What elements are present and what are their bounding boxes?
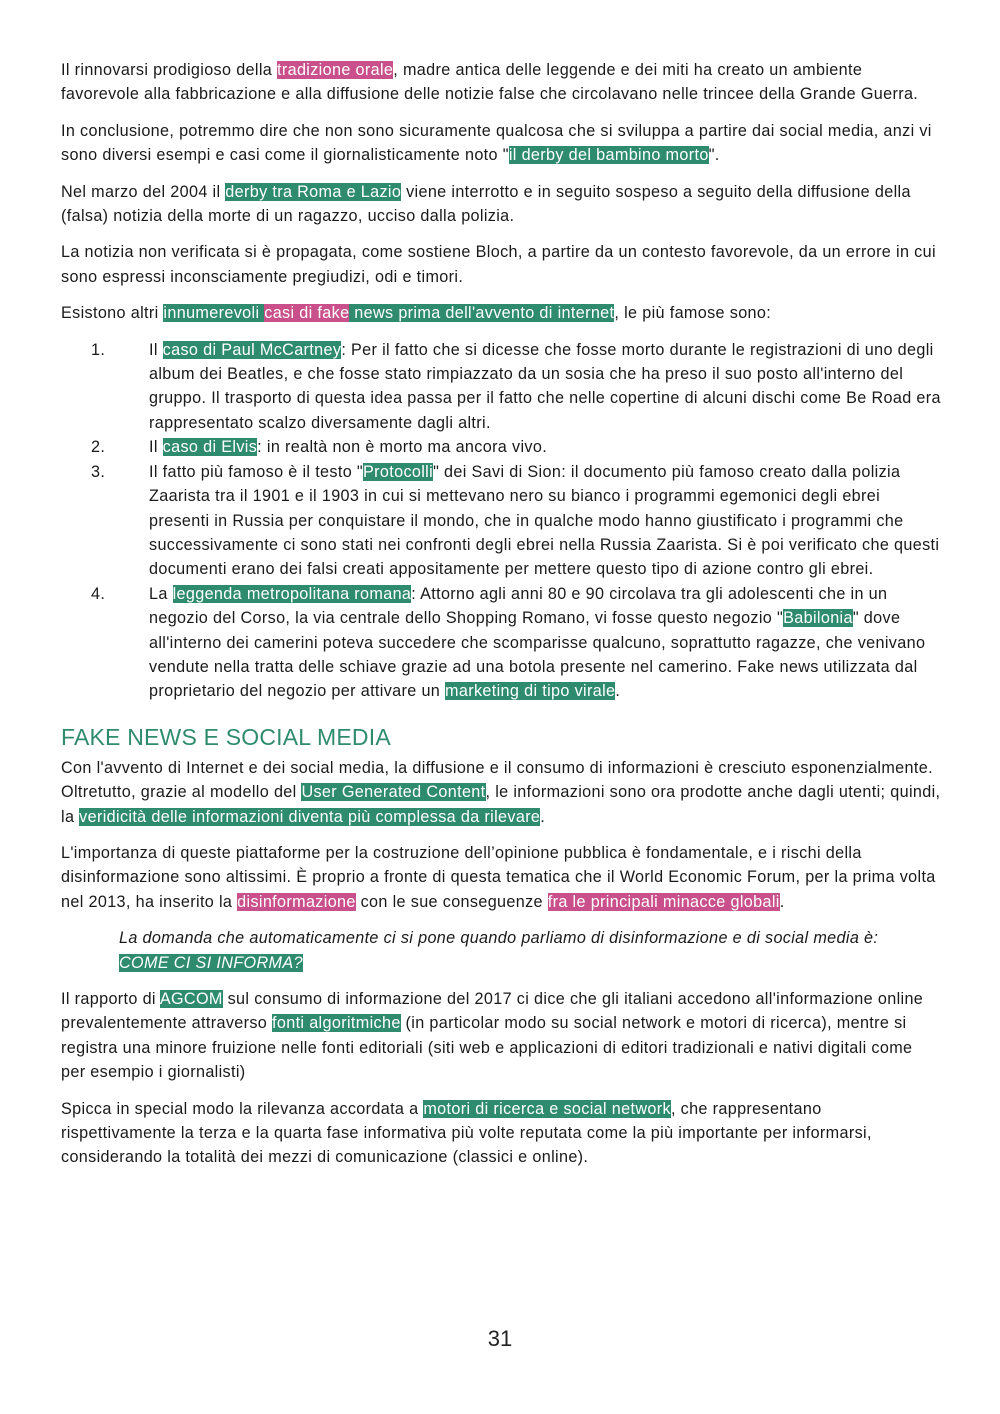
- paragraph-text: L'importanza di queste piattaforme per la costruzione dell’opinione pubblica è fondamentale, e i rischi della disinformazione sono altissimi. È proprio a fronte di questa tematica che il World Economic Forum, per la prima volta nel 2013, ha inserito la: [61, 843, 936, 911]
- page-number: 31: [487, 1326, 513, 1351]
- document-page: [61, 58, 941, 1182]
- list-text: .: [615, 682, 621, 701]
- paragraph-text: Nel marzo del 2004 il: [61, 182, 226, 201]
- highlight-green: caso di Elvis: [162, 438, 258, 457]
- paragraph-text: , madre antica delle leggende e dei miti ha creato un ambiente favorevole alla fabbricazione e alla diffusione delle notizie false che circolavano nelle trincee della Grande Guerra.: [61, 61, 919, 104]
- paragraph-agcom: [61, 987, 941, 1085]
- highlight-green: Babilonia: [783, 609, 853, 628]
- paragraph-text: La notizia non verificata si è propagata, come sostiene Bloch, a partire da un contesto favorevole, da un errore in cui sono espressi inconsciamente pregiudizi, odi e timori.: [61, 243, 936, 286]
- paragraph-text: (in particolar modo su social network e motori di ricerca), mentre si registra una minore fruizione nelle fonti editoriali (siti web e applicazioni di editori tradizionali e nativi digitali come per esempio i giornalisti): [61, 1014, 913, 1082]
- highlight-pink: tradizione orale: [277, 61, 394, 79]
- list-item: [61, 338, 941, 436]
- paragraph-text: Con l'avvento di Internet e dei social media, la diffusione e il consumo di informazioni è cresciuto esponenzialmente. Oltretutto, grazie al modello del: [61, 758, 933, 802]
- paragraph-text: , che rappresentano rispettivamente la terza e la quarta fase informativa più volte reputata come la più importante per informarsi, considerando la totalità dei mezzi di comunicazione (classici e online).: [61, 1099, 872, 1167]
- list-text: " dei Savi di Sion: il documento più famoso creato dalla polizia Zaarista tra il 1901 e il 1903 in cui si mettevano nero su bianco i programmi egemonici degli ebrei presenti in Russia per conquistare il mondo, che in qualche modo hanno giustificato i programmi che successivamente ci sono stati nei confronti degli ebrei nella Russia Zaarista. Si è poi verificato che questi documenti erano dei falsi creati appositamente per mettere questo tipo di azione contro gli ebrei.: [149, 462, 940, 579]
- paragraph-piattaforme: [61, 841, 941, 914]
- highlight-green: innumerevoli: [163, 304, 265, 323]
- fake-news-cases-list: [61, 338, 941, 704]
- highlight-green: news prima dell'avvento di internet: [349, 304, 615, 323]
- highlight-green: il derby del bambino morto: [508, 146, 709, 165]
- highlight-green: Protocolli: [363, 462, 434, 481]
- highlight-green: fonti algoritmiche: [272, 1014, 401, 1033]
- list-text: Il: [149, 438, 163, 457]
- highlight-green: derby tra Roma e Lazio: [225, 182, 402, 201]
- highlight-green: User Generated Content: [301, 783, 486, 802]
- list-item: [61, 435, 941, 459]
- paragraph-text: sul consumo di informazione del 2017 ci dice che gli italiani accedono all'informazione online prevalentemente attraverso: [61, 990, 924, 1033]
- paragraph-text: , le informazioni sono ora prodotte anche dagli utenti; quindi, la: [61, 783, 941, 826]
- paragraph-tradizione-orale: [61, 58, 941, 107]
- paragraph-text: .: [779, 892, 785, 911]
- list-number: 1.: [91, 340, 106, 359]
- highlight-pink: disinformazione: [237, 892, 356, 911]
- list-number: 3.: [91, 462, 106, 481]
- list-text: : in realtà non è morto ma ancora vivo.: [257, 438, 548, 457]
- list-item: [61, 582, 941, 704]
- paragraph-text: viene interrotto e in seguito sospeso a seguito della diffusione della (falsa) notizia della morte di un ragazzo, ucciso dalla polizia.: [61, 182, 911, 226]
- highlight-green: AGCOM: [159, 990, 223, 1008]
- paragraph-bloch: [61, 240, 941, 289]
- section-heading: FAKE NEWS E SOCIAL MEDIA: [61, 723, 391, 750]
- highlight-green: veridicità delle informazioni diventa più complessa da rilevare: [79, 807, 541, 826]
- list-text: Il: [149, 340, 163, 359]
- paragraph-text: In conclusione, potremmo dire che non sono sicuramente qualcosa che si sviluppa a partire dai social media, anzi vi sono diversi esempi e casi come il giornalisticamente noto ": [61, 121, 932, 165]
- quote-text: La domanda che automaticamente ci si pone quando parliamo di disinformazione e di social media è:: [119, 929, 879, 948]
- highlight-pink: casi di fake: [264, 304, 350, 323]
- paragraph-text: con le sue conseguenze: [355, 892, 548, 911]
- highlight-green: marketing di tipo virale: [445, 682, 616, 701]
- highlight-pink: fra le principali minacce globali: [547, 892, 780, 911]
- paragraph-motori: [61, 1097, 941, 1170]
- quote-paragraph: [119, 926, 921, 975]
- paragraph-text: Spicca in special modo la rilevanza accordata a: [61, 1099, 424, 1118]
- paragraph-altri-casi: [61, 301, 941, 325]
- paragraph-text: Esistono altri: [61, 304, 164, 323]
- list-text: : Attorno agli anni 80 e 90 circolava tra gli adolescenti che in un negozio del Corso, la via centrale dello Shopping Romano, vi fosse questo negozio ": [149, 584, 888, 628]
- list-text: La: [149, 584, 173, 603]
- paragraph-text: .: [540, 807, 546, 826]
- highlight-green: caso di Paul McCartney: [162, 340, 342, 359]
- list-text: Il fatto più famoso è il testo ": [149, 462, 363, 481]
- paragraph-text: Il rapporto di: [61, 990, 160, 1008]
- list-number: 2.: [91, 438, 106, 457]
- list-text: : Per il fatto che si dicesse che fosse morto durante le registrazioni di uno degli album dei Beatles, e che fosse stato rimpiazzato da un sosia che ha preso il suo posto all'interno del gruppo. Il trasporto di questa idea passa per il fatto che nelle copertine di alcuni dischi come Be Road era rappresentato scalzo diversamente dagli altri.: [149, 340, 941, 432]
- list-text: " dove all'interno dei camerini poteva succedere che scomparisse qualcuno, soprattutto ragazze, che venivano vendute nella tratta delle schiave grazie ad una botola presente nel camerino. Fake news utilizzata dal proprietario del negozio per attivare un: [149, 609, 926, 701]
- paragraph-text: ".: [708, 146, 720, 165]
- highlight-green: motori di ricerca e social network: [423, 1099, 671, 1118]
- paragraph-text: , le più famose sono:: [614, 304, 772, 323]
- paragraph-internet: [61, 756, 941, 829]
- list-item: [61, 460, 941, 582]
- paragraph-derby: [61, 180, 941, 229]
- highlight-green: COME CI SI INFORMA?: [119, 953, 303, 972]
- paragraph-text: Il rinnovarsi prodigioso della: [61, 61, 277, 79]
- highlight-green: leggenda metropolitana romana: [172, 584, 412, 603]
- list-number: 4.: [91, 584, 106, 603]
- paragraph-conclusione: [61, 119, 941, 168]
